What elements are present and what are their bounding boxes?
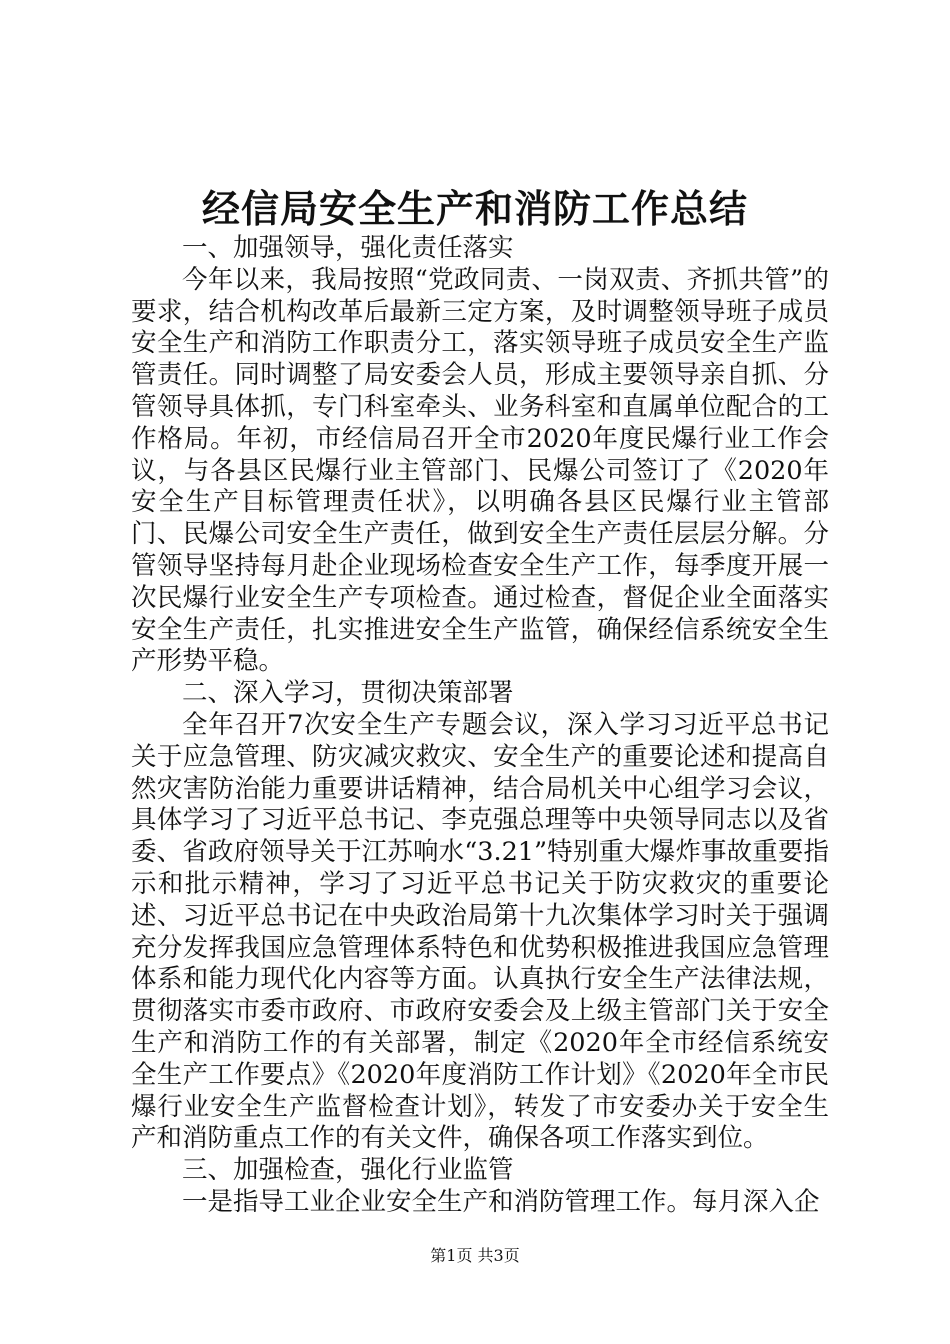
document-title: 经信局安全生产和消防工作总结	[201, 187, 748, 231]
document-body	[131, 233, 829, 1219]
body-paragraph: 今年以来，我局按照“党政同责、一岗双责、齐抓共管”的要求，结合机构改革后最新三定方案，及时调整领导班子成员安全生产和消防工作职责分工，落实领导班子成员安全生产监管责任。同时调整了局安委会人员，形成主要领导亲自抓、分管领导具体抓，专门科室牵头、业务科室和直属单位配合的工作格局。年初，市经信局召开全市2020年度民爆行业工作会议，与各县区民爆行业主管部门、民爆公司签订了《2020年安全生产目标管理责任状》，以明确各县区民爆行业主管部门、民爆公司安全生产责任，做到安全生产责任层层分解。分管领导坚持每月赴企业现场检查安全生产工作，每季度开展一次民爆行业安全生产专项检查。通过检查，督促企业全面落实安全生产责任，扎实推进安全生产监管，确保经信系统安全生产形势平稳。	[131, 264, 829, 677]
page-footer: 第1页 共3页	[430, 1246, 520, 1265]
section-heading: 一、加强领导，强化责任落实	[182, 233, 514, 263]
body-paragraph: 全年召开7次安全生产专题会议，深入学习习近平总书记关于应急管理、防灾减灾救灾、安全生产的重要论述和提高自然灾害防治能力重要讲话精神，结合局机关中心组学习会议，具体学习了习近平总书记、李克强总理等中央领导同志以及省委、省政府领导关于江苏响水“3.21”特别重大爆炸事故重要指示和批示精神，学习了习近平总书记关于防灾救灾的重要论述、习近平总书记在中央政治局第十九次集体学习时关于强调充分发挥我国应急管理体系特色和优势积极推进我国应急管理体系和能力现代化内容等方面。认真执行安全生产法律法规，贯彻落实市委市政府、市政府安委会及上级主管部门关于安全生产和消防工作的有关部署，制定《2020年全市经信系统安全生产工作要点》《2020年度消防工作计划》《2020年全市民爆行业安全生产监督检查计划》，转发了市安委办关于安全生产和消防重点工作的有关文件，确保各项工作落实到位。	[131, 709, 829, 1154]
section-heading: 三、加强检查，强化行业监管	[182, 1155, 514, 1186]
section-heading: 二、深入学习，贯彻决策部署	[182, 678, 514, 709]
body-paragraph: 一是指导工业企业安全生产和消防管理工作。每月深入企	[182, 1186, 820, 1217]
